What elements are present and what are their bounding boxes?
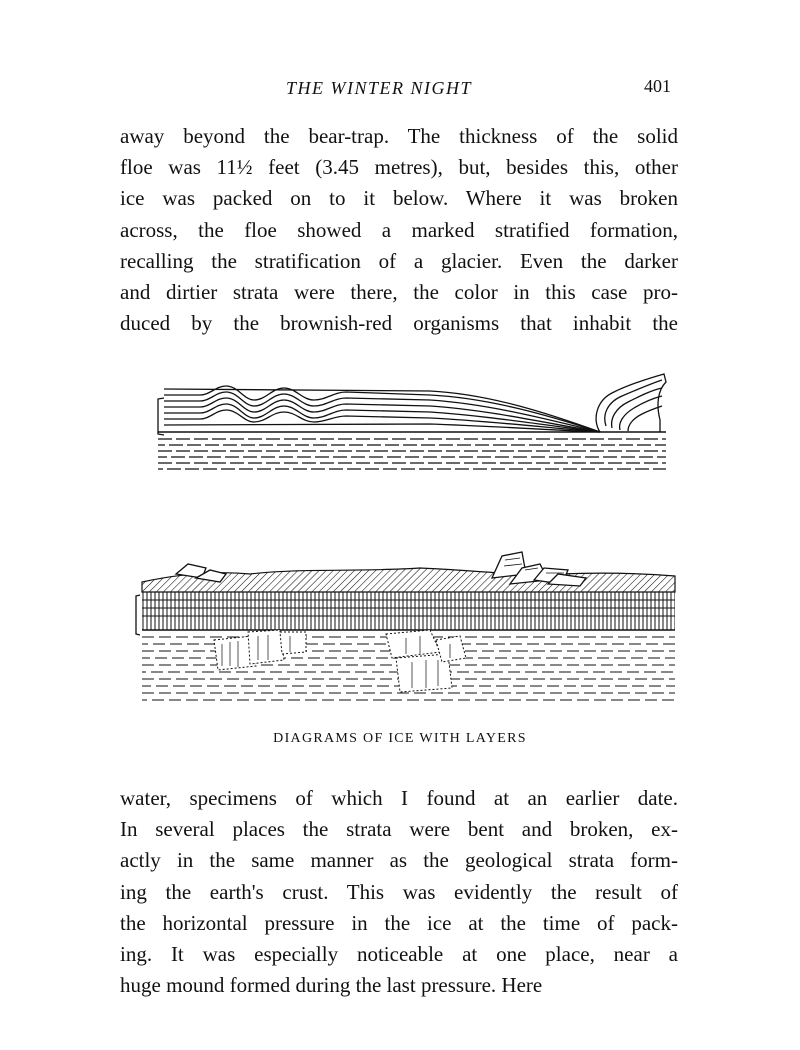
text-line: huge mound formed during the last pressure. Here (120, 973, 543, 998)
text-line: recalling the stratification of a glacier. Even the darker (120, 248, 678, 273)
ice-layers-diagram-bottom (130, 540, 680, 710)
text-line: the horizontal pressure in the ice at the time of pack- (120, 910, 678, 935)
text-line: across, the floe showed a marked stratified formation, (120, 217, 678, 242)
running-title: THE WINTER NIGHT (286, 78, 473, 98)
text-line: ice was packed on to it below. Where it was broken (120, 186, 678, 211)
text-line: In several places the strata were bent and broken, ex- (120, 817, 678, 842)
paragraph-top (120, 121, 678, 339)
page-number: 401 (644, 76, 671, 96)
text-line: ing. It was especially noticeable at one place, near a (120, 941, 678, 966)
running-head (0, 78, 800, 100)
paragraph-bottom (120, 783, 678, 1001)
text-line: ing the earth's crust. This was evidently the result of (120, 879, 678, 904)
text-line: floe was 11½ feet (3.45 metres), but, besides this, other (120, 155, 678, 180)
ice-layers-diagram-top (130, 362, 680, 482)
text-line: and dirtier strata were there, the color in this case pro- (120, 279, 678, 304)
text-line: duced by the brownish-red organisms that inhabit the (120, 311, 678, 336)
figure-caption: DIAGRAMS OF ICE WITH LAYERS (273, 731, 527, 746)
text-line: actly in the same manner as the geological strata form- (120, 848, 678, 873)
text-line: water, specimens of which I found at an earlier date. (120, 786, 678, 810)
text-line: away beyond the bear-trap. The thickness of the solid (120, 124, 678, 148)
